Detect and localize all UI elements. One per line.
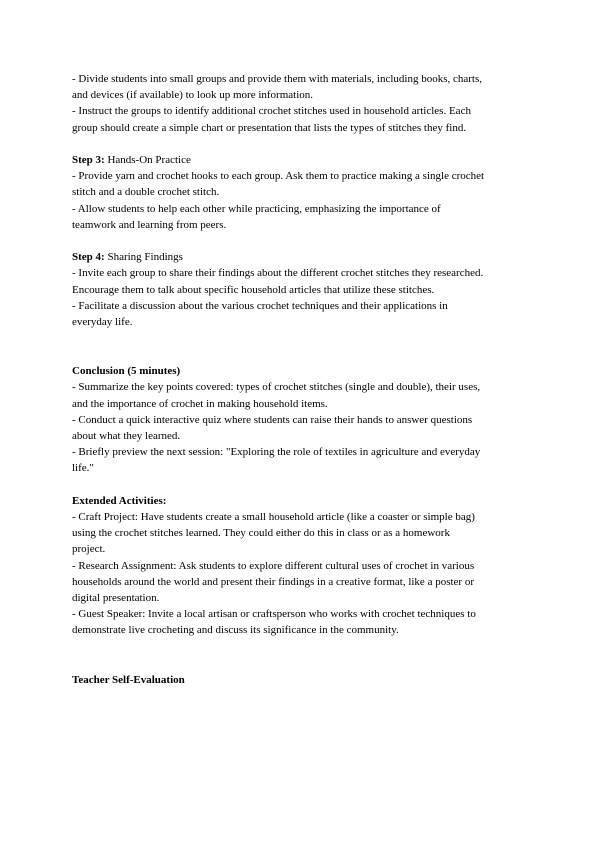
conclusion-heading: Conclusion (5 minutes) (72, 365, 181, 378)
body-line: - Conduct a quick interactive quiz where students can raise their hands to answer questions (72, 413, 473, 426)
body-line: demonstrate live crocheting and discuss its significance in the community. (72, 624, 399, 637)
extended-activities-heading: Extended Activities: (72, 494, 167, 507)
step3-title: Hands-On Practice (104, 154, 191, 166)
body-line: using the crochet stitches learned. They could either do this in class or as a homework (72, 527, 450, 540)
self-evaluation-section (72, 672, 524, 688)
body-line: - Instruct the groups to identify additional crochet stitches used in household articles. Each (72, 105, 471, 118)
step4-label: Step 4: (72, 251, 105, 264)
body-line: - Briefly preview the next session: "Exploring the role of textiles in agriculture and everyday (72, 446, 481, 459)
step3-section (72, 152, 524, 233)
body-line: - Allow students to help each other while practicing, emphasizing the importance of (72, 202, 441, 215)
body-line: - Guest Speaker: Invite a local artisan or craftsperson who works with crochet techniques to (72, 608, 476, 621)
body-line: everyday life. (72, 316, 133, 329)
body-line: group should create a simple chart or presentation that lists the types of stitches they find. (72, 121, 467, 134)
step3-label: Step 3: (72, 154, 105, 166)
body-line: teamwork and learning from peers. (72, 218, 227, 231)
body-line: life." (72, 462, 94, 475)
body-line: about what they learned. (72, 430, 181, 443)
body-line: project. (72, 543, 106, 556)
body-line: - Divide students into small groups and provide them with materials, including books, charts, (72, 73, 482, 85)
body-line: and devices (if available) to look up more information. (72, 89, 314, 102)
body-line: - Research Assignment: Ask students to explore different cultural uses of crochet in various (72, 559, 475, 572)
conclusion-section (72, 363, 524, 476)
body-line: digital presentation. (72, 592, 160, 605)
step3-heading (72, 152, 524, 168)
body-line: - Provide yarn and crochet hooks to each group. Ask them to practice making a single crochet (72, 170, 485, 183)
body-line: stitch and a double crochet stitch. (72, 186, 220, 199)
document-body (72, 71, 524, 688)
body-line: - Summarize the key points covered: types of crochet stitches (single and double), their uses, (72, 381, 481, 394)
step4-section (72, 249, 524, 330)
extended-activities-section (72, 493, 524, 639)
body-line: households around the world and present their findings in a creative format, like a poster or (72, 575, 474, 588)
self-evaluation-heading: Teacher Self-Evaluation (72, 673, 185, 686)
body-line: - Facilitate a discussion about the various crochet techniques and their applications in (72, 299, 448, 312)
step2-continued-section (72, 71, 524, 136)
step4-title: Sharing Findings (104, 251, 183, 264)
step4-heading (72, 249, 524, 265)
body-line: - Craft Project: Have students create a small household article (like a coaster or simple bag) (72, 511, 475, 524)
body-line: - Invite each group to share their findings about the different crochet stitches they researched. (72, 267, 484, 280)
body-line: Encourage them to talk about specific household articles that utilize these stitches. (72, 283, 435, 296)
body-line: and the importance of crochet in making household items. (72, 397, 328, 410)
